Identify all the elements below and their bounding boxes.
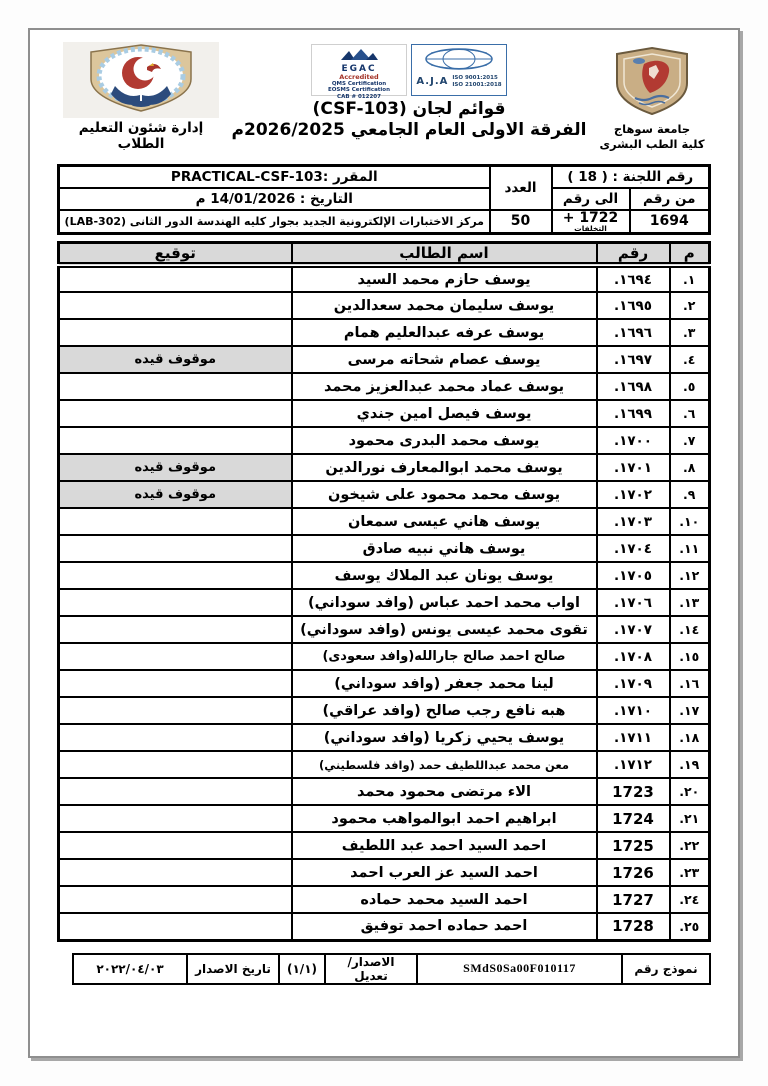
- row-student-name: يوسف فيصل امين جندي: [292, 400, 597, 427]
- row-student-name: يوسف محمد البدرى محمود: [292, 427, 597, 454]
- table-row: [59, 508, 710, 535]
- row-signature-cell: [59, 535, 292, 562]
- students-table-body: [59, 265, 710, 940]
- row-signature-cell: [59, 292, 292, 319]
- table-row: [59, 643, 710, 670]
- aja-iso-icon: A.J.A ISO 9001:2015 ISO 21001:2018: [411, 44, 507, 96]
- row-serial: ٨.: [670, 454, 710, 481]
- row-number: ١٧٠٤.: [597, 535, 670, 562]
- col-serial-header: م: [670, 243, 710, 266]
- iso-line-1: ISO 9001:2015: [452, 75, 498, 81]
- row-number: ١٦٩٩.: [597, 400, 670, 427]
- exam-location: مركز الاختبارات الإلكترونية الجديد بجوار كليه الهندسة الدور الثانى (LAB-302): [59, 210, 490, 234]
- to-number-note: التخلفات: [574, 223, 607, 233]
- row-number: ١٧٠٥.: [597, 562, 670, 589]
- table-row: [59, 292, 710, 319]
- row-serial: ١٩.: [670, 751, 710, 778]
- row-number: ١٦٩٧.: [597, 346, 670, 373]
- row-signature-cell: [59, 427, 292, 454]
- issue-date-value: ٢٠٢٢/٠٤/٠٣: [73, 954, 187, 984]
- table-row: [59, 886, 710, 913]
- row-serial: ٢١.: [670, 805, 710, 832]
- row-student-name: هبه نافع رجب صالح (وافد عراقي): [292, 697, 597, 724]
- row-student-name: الاء مرتضى محمود محمد: [292, 778, 597, 805]
- row-student-name: احمد حماده احمد توفيق: [292, 913, 597, 940]
- committee-number-label: رقم اللجنة : ( 18 ): [552, 166, 710, 188]
- row-number: ١٧٠٧.: [597, 616, 670, 643]
- row-signature-cell: موقوف قيده: [59, 481, 292, 508]
- row-student-name: لينا محمد جعفر (وافد سوداني): [292, 670, 597, 697]
- row-serial: ١٣.: [670, 589, 710, 616]
- table-row: [59, 373, 710, 400]
- row-student-name: احمد السيد محمد حماده: [292, 886, 597, 913]
- row-student-name: يوسف محمد ابوالمعارف نورالدين: [292, 454, 597, 481]
- table-row: [59, 859, 710, 886]
- row-serial: ٢٥.: [670, 913, 710, 940]
- row-signature-cell: موقوف قيده: [59, 346, 292, 373]
- table-row: [59, 454, 710, 481]
- row-signature-cell: [59, 886, 292, 913]
- row-student-name: يوسف عصام شحاته مرسى: [292, 346, 597, 373]
- egac-accreditation-icon: EGAC Accredited QMS Certification EOSMS Certification CAB # 012207: [311, 44, 407, 96]
- form-number-label: نموذج رقم: [622, 954, 710, 984]
- row-number: ١٧١١.: [597, 724, 670, 751]
- row-serial: ١٧.: [670, 697, 710, 724]
- students-table-header-row: [59, 243, 710, 266]
- row-student-name: ابراهيم احمد ابوالمواهب محمود: [292, 805, 597, 832]
- row-number: 1724: [597, 805, 670, 832]
- row-number: ١٧٠٩.: [597, 670, 670, 697]
- table-row: [59, 832, 710, 859]
- row-number: ١٧١٠.: [597, 697, 670, 724]
- document-title: قوائم لجان (CSF-103): [312, 99, 506, 119]
- department-name: إدارة شئون التعليم الطلاب: [78, 120, 204, 152]
- row-student-name: اواب محمد احمد عباس (وافد سوداني): [292, 589, 597, 616]
- row-serial: ٤.: [670, 346, 710, 373]
- academic-year-title: الفرقة الاولى العام الجامعي 2026/2025م: [231, 120, 587, 140]
- document-sheet: [28, 28, 740, 1058]
- table-row: [59, 913, 710, 940]
- row-student-name: احمد السيد احمد عبد اللطيف: [292, 832, 597, 859]
- row-serial: ١٨.: [670, 724, 710, 751]
- row-signature-cell: [59, 859, 292, 886]
- accreditation-logos: [225, 44, 593, 100]
- table-row: [59, 616, 710, 643]
- row-signature-cell: [59, 913, 292, 940]
- row-number: ١٧٠٢.: [597, 481, 670, 508]
- table-row: [59, 535, 710, 562]
- row-signature-cell: [59, 805, 292, 832]
- table-row: [59, 670, 710, 697]
- row-number: ١٧٠٣.: [597, 508, 670, 535]
- row-number: ١٦٩٨.: [597, 373, 670, 400]
- row-student-name: يوسف هاني نبيه صادق: [292, 535, 597, 562]
- row-signature-cell: موقوف قيده: [59, 454, 292, 481]
- row-serial: ٢٣.: [670, 859, 710, 886]
- department-block: [57, 42, 225, 152]
- table-row: [59, 481, 710, 508]
- row-serial: ١٠.: [670, 508, 710, 535]
- from-number-value: 1694: [630, 210, 710, 234]
- row-number: ١٧٠٨.: [597, 643, 670, 670]
- col-signature-header: توقيع: [59, 243, 292, 266]
- to-number-value: 1722 + التخلفات: [552, 210, 630, 234]
- table-row: [59, 589, 710, 616]
- row-student-name: يوسف هاني عيسى سمعان: [292, 508, 597, 535]
- row-student-name: يوسف عرفه عبدالعليم همام: [292, 319, 597, 346]
- row-signature-cell: [59, 832, 292, 859]
- from-number-label: من رقم: [630, 188, 710, 210]
- row-serial: ١١.: [670, 535, 710, 562]
- row-signature-cell: [59, 265, 292, 292]
- row-signature-cell: [59, 697, 292, 724]
- row-serial: ٦.: [670, 400, 710, 427]
- issue-date-label: تاريخ الاصدار: [187, 954, 279, 984]
- row-signature-cell: [59, 643, 292, 670]
- table-row: [59, 427, 710, 454]
- row-student-name: يوسف محمد محمود على شيخون: [292, 481, 597, 508]
- table-row: [59, 400, 710, 427]
- row-serial: ٢٤.: [670, 886, 710, 913]
- row-serial: ٢٢.: [670, 832, 710, 859]
- row-student-name: يوسف حازم محمد السيد: [292, 265, 597, 292]
- row-signature-cell: [59, 778, 292, 805]
- table-row: [59, 778, 710, 805]
- table-row: [59, 751, 710, 778]
- to-number-label: الى رقم: [552, 188, 630, 210]
- row-serial: ٢.: [670, 292, 710, 319]
- row-number: ١٧٠٠.: [597, 427, 670, 454]
- row-serial: ١.: [670, 265, 710, 292]
- row-signature-cell: [59, 751, 292, 778]
- count-value: 50: [490, 210, 552, 234]
- document-footer-table: [72, 953, 711, 985]
- table-row: [59, 319, 710, 346]
- table-row: [59, 562, 710, 589]
- col-name-header: اسم الطالب: [292, 243, 597, 266]
- faculty-logo-icon: [63, 42, 219, 118]
- row-number: ١٦٩٦.: [597, 319, 670, 346]
- row-number: 1728: [597, 913, 670, 940]
- row-signature-cell: [59, 373, 292, 400]
- row-number: 1726: [597, 859, 670, 886]
- table-row: [59, 265, 710, 292]
- row-signature-cell: [59, 319, 292, 346]
- exam-info-table: [57, 164, 711, 235]
- issue-label: الاصدار/تعديل: [325, 954, 417, 984]
- table-row: [59, 724, 710, 751]
- row-student-name: يوسف عماد محمد عبدالعزيز محمد: [292, 373, 597, 400]
- row-signature-cell: [59, 589, 292, 616]
- issue-value: (١/١): [279, 954, 325, 984]
- row-number: 1725: [597, 832, 670, 859]
- iso-line-2: ISO 21001:2018: [452, 81, 502, 88]
- row-student-name: يوسف سليمان محمد سعدالدين: [292, 292, 597, 319]
- row-serial: ١٦.: [670, 670, 710, 697]
- row-serial: ٩.: [670, 481, 710, 508]
- row-serial: ١٢.: [670, 562, 710, 589]
- row-number: 1727: [597, 886, 670, 913]
- row-number: 1723: [597, 778, 670, 805]
- exam-date: التاريخ : 14/01/2026 م: [59, 188, 490, 210]
- table-row: [59, 697, 710, 724]
- university-block: [593, 42, 711, 152]
- form-number-value: SMdS0Sa00F010117: [417, 954, 622, 984]
- row-signature-cell: [59, 562, 292, 589]
- table-row: [59, 805, 710, 832]
- row-student-name: احمد السيد عز العرب احمد: [292, 859, 597, 886]
- row-student-name: صالح احمد صالح جارالله(وافد سعودى): [292, 643, 597, 670]
- header-center: [225, 42, 593, 140]
- row-signature-cell: [59, 670, 292, 697]
- document-header: [57, 42, 711, 160]
- row-number: ١٦٩٤.: [597, 265, 670, 292]
- students-table: [57, 241, 711, 942]
- row-signature-cell: [59, 400, 292, 427]
- row-serial: ٣.: [670, 319, 710, 346]
- row-signature-cell: [59, 724, 292, 751]
- row-serial: ١٥.: [670, 643, 710, 670]
- count-label: العدد: [490, 166, 552, 210]
- row-signature-cell: [59, 508, 292, 535]
- row-number: ١٧١٢.: [597, 751, 670, 778]
- row-serial: ٢٠.: [670, 778, 710, 805]
- row-signature-cell: [59, 616, 292, 643]
- col-number-header: رقم: [597, 243, 670, 266]
- row-student-name: معن محمد عبداللطيف حمد (وافد فلسطيني): [292, 751, 597, 778]
- row-student-name: يوسف يحيي زكريا (وافد سوداني): [292, 724, 597, 751]
- row-serial: ١٤.: [670, 616, 710, 643]
- row-student-name: يوسف يونان عبد الملاك يوسف: [292, 562, 597, 589]
- course-name: المقرر :PRACTICAL-CSF-103: [59, 166, 490, 188]
- row-serial: ٥.: [670, 373, 710, 400]
- table-row: [59, 346, 710, 373]
- university-logo-icon: [608, 101, 696, 120]
- row-number: ١٧٠١.: [597, 454, 670, 481]
- university-name: جامعة سوهاج كلية الطب البشرى: [599, 122, 705, 151]
- row-serial: ٧.: [670, 427, 710, 454]
- row-number: ١٦٩٥.: [597, 292, 670, 319]
- row-student-name: تقوى محمد عيسى يونس (وافد سوداني): [292, 616, 597, 643]
- row-number: ١٧٠٦.: [597, 589, 670, 616]
